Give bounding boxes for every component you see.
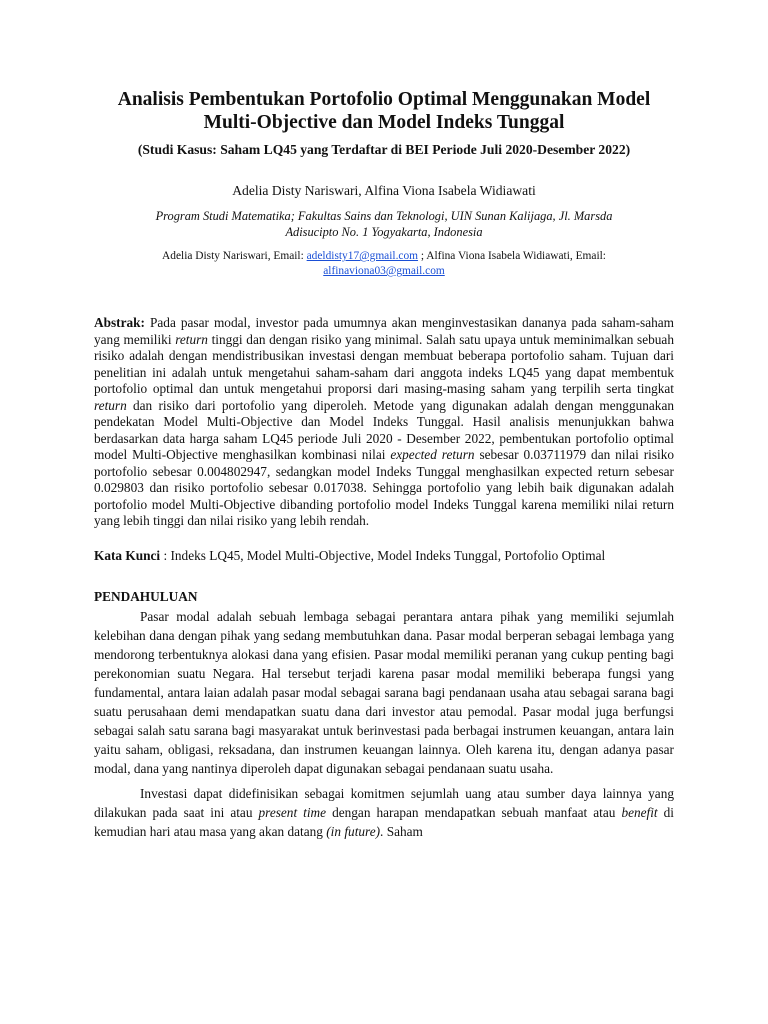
para2-italic: benefit xyxy=(621,805,658,820)
authors: Adelia Disty Nariswari, Alfina Viona Isabela Widiawati xyxy=(232,183,536,198)
abstract-italic: expected return xyxy=(390,447,475,462)
abstract-label: Abstrak: xyxy=(94,315,145,330)
keywords-label: Kata Kunci xyxy=(94,547,161,563)
para2-text: Investasi dapat didefinisikan sebagai komitmen sejumlah uang atau sumber daya lainnya yang dilakukan pada saat ini atau xyxy=(94,786,674,820)
abstract-text: sebesar 0.03711979 dan nilai risiko portofolio sebesar 0.004802947, sedangkan model Indeks Tunggal menghasilkan expected return sebesar 0.029803 dan risiko portofolio sebesar 0.017038. Sehingga portofolio yang lebih baik digunakan adalah portofolio model Multi-Objective dibanding portofolio model Indeks Tunggal karena memiliki nilai return yang lebih tinggi dan nilai risiko yang lebih rendah. xyxy=(94,447,675,528)
email-line xyxy=(94,249,674,279)
keywords-text: : Indeks LQ45, Model Multi-Objective, Model Indeks Tunggal, Portofolio Optimal xyxy=(160,547,606,563)
abstract-italic: return xyxy=(94,397,127,413)
email-link-2[interactable]: alfinaviona03@gmail.com xyxy=(323,265,445,277)
abstract-text: dan risiko dari portofolio yang diperoleh. Metode yang digunakan adalah dengan menggunakan pendekatan Model Multi-Objective dan Model Indeks Tunggal. Hasil analisis menunjukkan bahwa berdasarkan data harga saham LQ45 periode Juli 2020 - Desember 2022, pembentukan portofolio optimal model Multi-Objective menghasilkan kombinasi nilai xyxy=(94,397,674,462)
abstract-text: Pada pasar modal, investor pada umumnya akan menginvestasikan dananya pada saham-saham yang memiliki xyxy=(94,315,674,347)
email-prefix: Adelia Disty Nariswari, Email: xyxy=(162,250,307,262)
abstract-italic: return xyxy=(175,331,208,347)
para2-text: dengan harapan mendapatkan sebuah manfaat atau xyxy=(326,805,622,820)
email-middle: ; Alfina Viona Isabela Widiawati, Email: xyxy=(418,250,606,262)
title-line-2: Multi-Objective dan Model Indeks Tunggal xyxy=(203,112,565,133)
paper-subtitle: (Studi Kasus: Saham LQ45 yang Terdaftar di BEI Periode Juli 2020-Desember 2022) xyxy=(137,142,631,157)
email-link-1[interactable]: adeldisty17@gmail.com xyxy=(306,250,419,262)
para2-italic: (in future) xyxy=(326,824,381,839)
affiliation: Program Studi Matematika; Fakultas Sains dan Teknologi, UIN Sunan Kalijaga, Jl. Marsda Adisucipto No. 1 Yogyakarta, Indonesia xyxy=(155,209,613,239)
para2-text: . Saham xyxy=(380,824,423,839)
body-paragraph-2 xyxy=(94,784,674,841)
section-heading: PENDAHULUAN xyxy=(94,589,198,604)
para2-text: di kemudian hari atau masa yang akan datang xyxy=(94,805,674,839)
abstract-text: tinggi dan dengan risiko yang minimal. Salah satu upaya untuk meminimalkan sebuah risiko adalah dengan mendistribusikan investasi dengan membuat beberapa portofolio saham. Tujuan dari penelitian ini adalah untuk mengetahui saham-saham dari anggota indeks LQ45 yang dapat membentuk portofolio optimal dan untuk mengetahui proporsi dari masing-masing saham yang terpilih serta tingkat xyxy=(94,331,674,396)
keywords xyxy=(94,548,674,565)
abstract xyxy=(94,315,674,530)
para2-italic: present time xyxy=(258,805,327,820)
title-line-1: Analisis Pembentukan Portofolio Optimal Menggunakan Model xyxy=(117,89,651,110)
paper-title xyxy=(94,88,674,134)
body-paragraph-1: Pasar modal adalah sebuah lembaga sebagai perantara antara pihak yang memiliki sejumlah kelebihan dana dengan pihak yang sedang membutuhkan dana. Pasar modal berperan sebagai lembaga yang mendorong terbentuknya alokasi dana yang efisien. Pasar modal memiliki peranan yang cukup penting bagi perekonomian suatu Negara. Hal tersebut terjadi karena pasar modal memiliki beberapa fungsi yang fundamental, antara laian adalah pasar modal sebagai sarana bagi pendanaan usaha atau sebagai sarana bagi suatu perusahaan demi mendapatkan suatu dana dari investor atau pemodal. Pasar modal juga berfungsi sebagai salah satu sarana bagi masyarakat untuk berinvestasi pada berbagai instrumen keuangan, antara lain yaitu saham, obligasi, reksadana, dan instrumen keuangan lainnya. Oleh karena itu, dengan adanya pasar modal, dana yang nantinya diperoleh dapat digunakan sebagai pendanaan suatu usaha. xyxy=(94,609,674,776)
